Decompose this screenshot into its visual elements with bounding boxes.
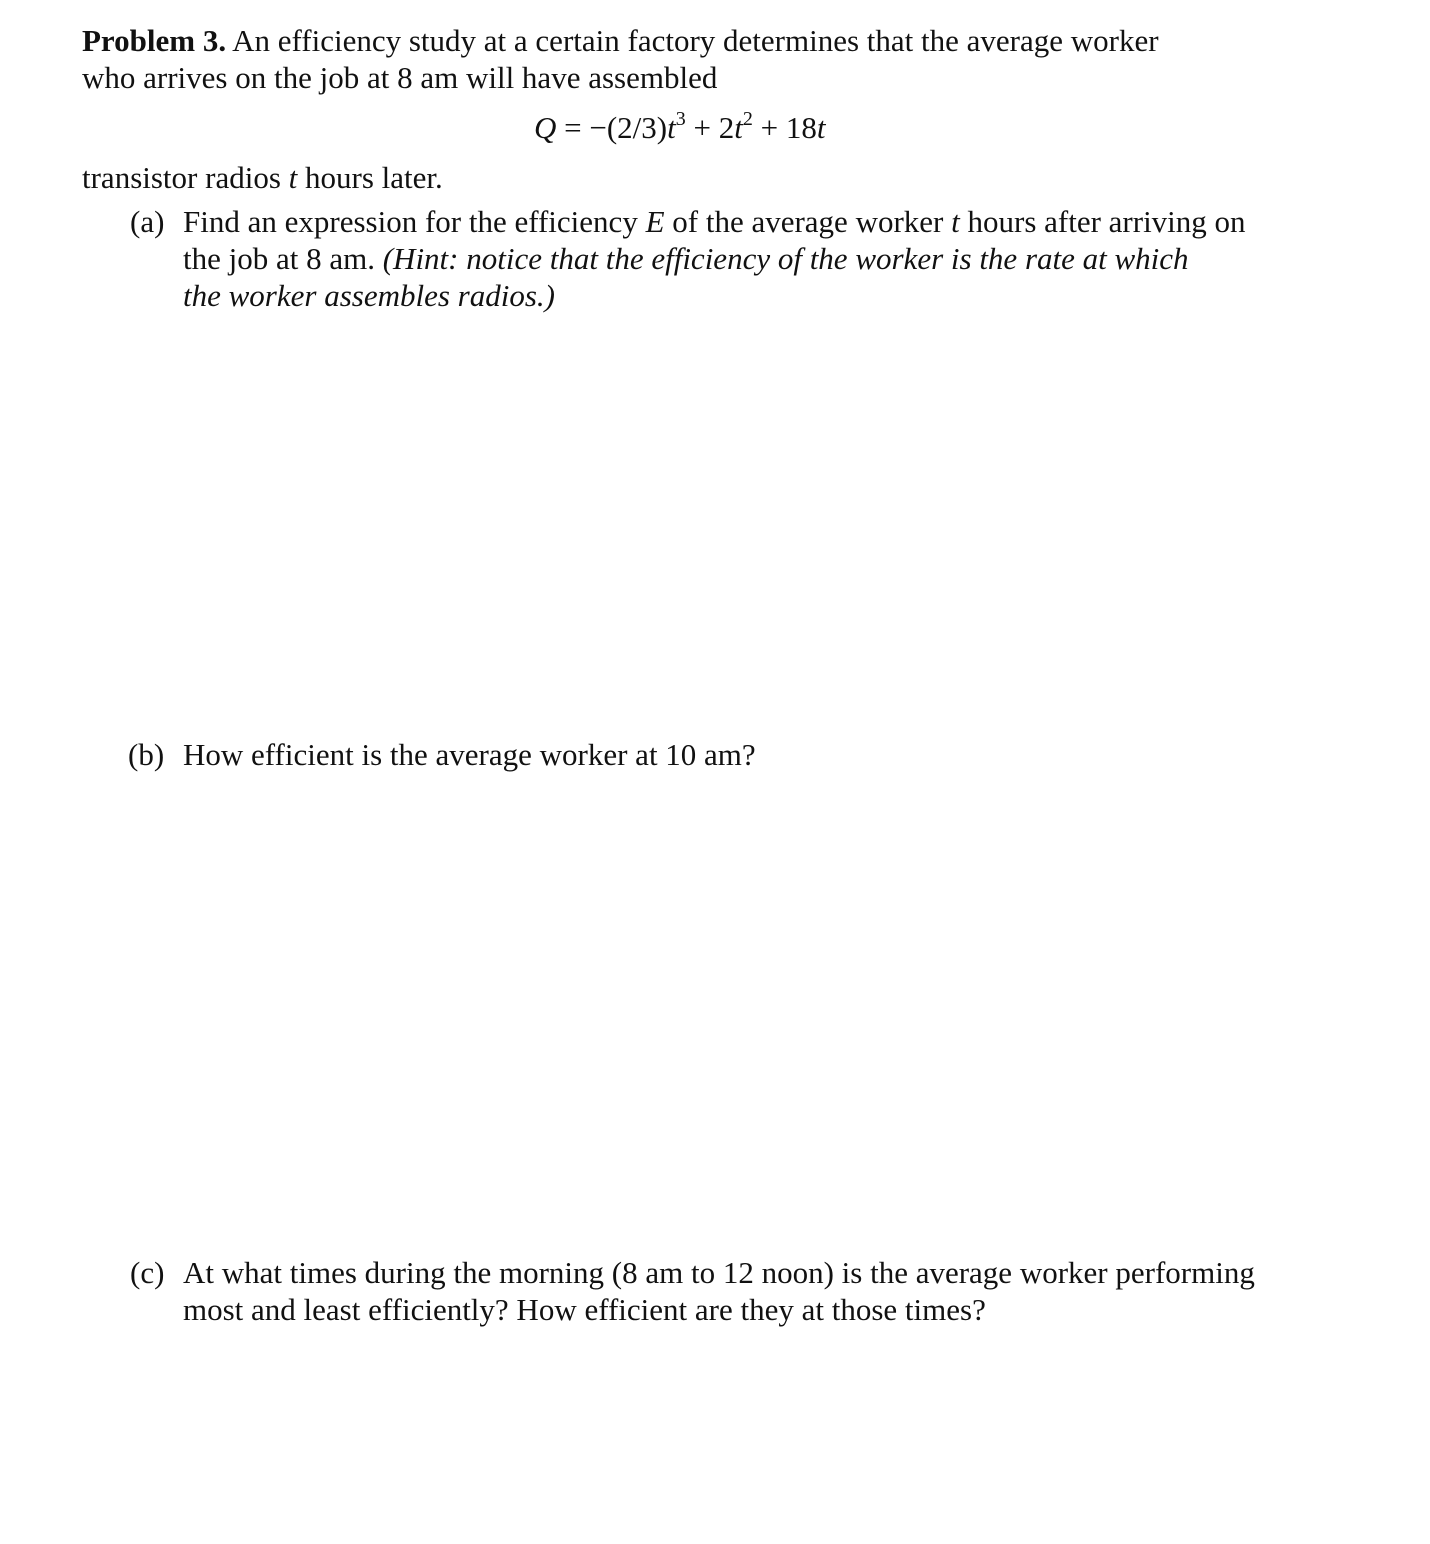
eq-minus: − bbox=[589, 110, 607, 145]
eq-coef3: 18 bbox=[785, 110, 817, 145]
part-a-var-E: E bbox=[645, 204, 665, 239]
eq-coef: (2/3) bbox=[606, 110, 668, 145]
after-eq-var: t bbox=[288, 160, 298, 195]
part-c-label: (c) bbox=[130, 1255, 165, 1290]
eq-exp2: 2 bbox=[742, 107, 753, 130]
part-a-line1-post: hours after arriving on bbox=[967, 204, 1246, 239]
eq-plus2: + bbox=[760, 110, 779, 145]
part-c-line1: At what times during the morning (8 am to 12 noon) is the average worker performing bbox=[183, 1255, 1255, 1290]
part-a-hint-line3: the worker assembles radios.) bbox=[183, 278, 555, 313]
eq-plus1: + bbox=[693, 110, 711, 145]
part-b-label: (b) bbox=[128, 737, 165, 772]
part-b-text: How efficient is the average worker at 10 am? bbox=[183, 737, 756, 772]
eq-var1: t bbox=[667, 110, 676, 145]
eq-coef2: 2 bbox=[718, 110, 735, 145]
part-a-line2 bbox=[183, 240, 1331, 277]
equation bbox=[534, 109, 825, 146]
answer-space-a[interactable] bbox=[130, 320, 1330, 720]
problem-intro-line2: who arrives on the job at 8 am will have assembled bbox=[82, 60, 718, 95]
after-eq-pre: transistor radios bbox=[82, 160, 281, 195]
part-a-line2-plain: the job at 8 am. bbox=[183, 241, 375, 276]
part-a-line1 bbox=[183, 203, 1329, 240]
problem-label: Problem 3. bbox=[82, 23, 227, 58]
answer-space-c[interactable] bbox=[130, 1340, 1330, 1530]
part-a-var-t: t bbox=[951, 204, 960, 239]
part-a-line1-mid: of the average worker bbox=[672, 204, 944, 239]
part-a-label: (a) bbox=[130, 204, 165, 239]
eq-exp1: 3 bbox=[675, 107, 686, 130]
part-c-line2: most and least efficiently? How efficient are they at those times? bbox=[183, 1292, 986, 1327]
part-a-hint-line2: (Hint: notice that the efficiency of the worker is the rate at which bbox=[382, 241, 1189, 276]
problem-after-equation bbox=[82, 159, 443, 196]
problem-intro-line1 bbox=[82, 22, 1328, 59]
part-a-line1-pre: Find an expression for the efficiency bbox=[183, 204, 638, 239]
eq-equals: = bbox=[564, 110, 582, 145]
eq-var2: t bbox=[734, 110, 743, 145]
problem-intro-text1: An efficiency study at a certain factory determines that the average worker bbox=[232, 23, 1159, 58]
answer-space-b[interactable] bbox=[130, 780, 1330, 1240]
eq-var3: t bbox=[816, 110, 826, 145]
eq-lhs: Q bbox=[534, 110, 557, 145]
after-eq-post: hours later. bbox=[305, 160, 443, 195]
